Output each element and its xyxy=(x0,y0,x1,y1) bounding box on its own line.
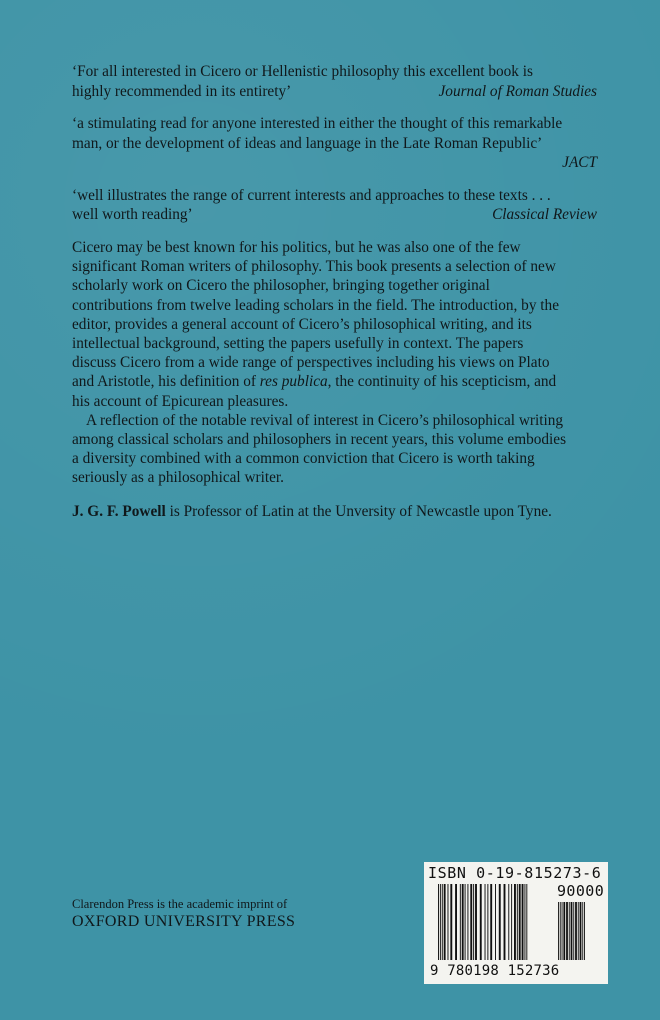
barcode-bar xyxy=(578,902,579,960)
price-code: 90000 xyxy=(557,882,605,900)
barcode-bar xyxy=(514,884,516,960)
book-description xyxy=(72,238,602,521)
quote-2-source: JACT xyxy=(562,154,597,171)
publisher-imprint xyxy=(72,896,372,930)
barcode-bar xyxy=(467,884,468,960)
blurb-line: discuss Cicero from a wide range of perspectives including his views on Plato xyxy=(72,354,550,372)
barcode-bar xyxy=(440,884,441,960)
blurb-line: significant Roman writers of philosophy. This book presents a selection of new xyxy=(72,258,556,276)
review-quotes xyxy=(72,62,597,238)
barcode-bar xyxy=(508,884,509,960)
review-quote-1 xyxy=(72,62,597,101)
barcode-bar xyxy=(522,884,524,960)
barcode-bar xyxy=(558,902,559,960)
barcode-bar xyxy=(582,902,583,960)
isbn-label: ISBN 0-19-815273-6 xyxy=(428,864,602,882)
author-bio xyxy=(72,502,602,521)
review-quote-2 xyxy=(72,114,597,173)
blurb-line: editor, provides a general account of Cicero’s philosophical writing, and its xyxy=(72,315,532,333)
res-publica-italic: res publica xyxy=(259,373,328,391)
blurb-line: his account of Epicurean pleasures. xyxy=(72,392,289,410)
barcode-bar xyxy=(442,884,443,960)
quote-1-source: Journal of Roman Studies xyxy=(438,82,597,100)
barcode-bar xyxy=(580,902,582,960)
barcode-bar xyxy=(448,884,449,960)
barcode-bar xyxy=(487,884,488,960)
blurb-line: scholarly work on Cicero the philosopher, bringing together original xyxy=(72,277,490,295)
quote-2-line-1: ‘a stimulating read for anyone interested in either the thought of this remarkable xyxy=(72,115,563,132)
barcode-bar xyxy=(444,884,446,960)
barcode-bar xyxy=(470,884,472,960)
barcode-bar xyxy=(499,884,501,960)
review-quote-3 xyxy=(72,186,597,225)
blurb-line: a diversity combined with a common conviction that Cicero is worth taking xyxy=(72,450,535,468)
quote-1-line-1: ‘For all interested in Cicero or Hellenistic philosophy this excellent book is xyxy=(72,63,533,80)
blurb-line-post: , the continuity of his scepticism, and xyxy=(327,373,557,391)
barcode-bar xyxy=(526,884,527,960)
imprint-line: Clarendon Press is the academic imprint of xyxy=(72,897,288,911)
barcode-bar xyxy=(569,902,570,960)
barcode-bar xyxy=(584,902,585,960)
barcode-bar xyxy=(495,884,496,960)
author-name: J. G. F. Powell xyxy=(72,502,166,520)
author-bio-text: is Professor of Latin at the Unversity of Newcastle upon Tyne. xyxy=(165,502,552,520)
publisher-name: OXFORD UNIVERSITY PRESS xyxy=(72,913,296,930)
barcode-bar xyxy=(573,902,574,960)
barcode-bar xyxy=(571,902,573,960)
isbn-barcode xyxy=(424,862,608,984)
quote-3-line-2 xyxy=(72,205,597,225)
barcode-bar xyxy=(455,884,457,960)
barcode-bar xyxy=(562,902,563,960)
barcode-bar xyxy=(475,884,477,960)
quote-3-line-1: ‘well illustrates the range of current interests and approaches to these texts . . . xyxy=(72,186,551,204)
quote-1-line-2-text: highly recommended in its entirety’ xyxy=(72,82,292,100)
barcode-bar xyxy=(511,884,512,960)
quote-3-source: Classical Review xyxy=(492,206,597,223)
blurb-line: Cicero may be best known for his politics, but he was also one of the few xyxy=(72,239,521,256)
ean-bars xyxy=(438,884,527,960)
barcode-bar xyxy=(490,884,492,960)
barcode-bar xyxy=(504,884,506,960)
blurb-line: contributions from twelve leading scholars in the field. The introduction, by the xyxy=(72,296,559,314)
barcode-bar xyxy=(450,884,452,960)
addon-bars xyxy=(558,902,585,960)
barcode-bar xyxy=(462,884,464,960)
barcode-bar xyxy=(465,884,466,960)
blurb-line: seriously as a philosophical writer. xyxy=(72,469,284,487)
barcode-bar xyxy=(575,902,577,960)
barcode-bar xyxy=(524,884,525,960)
barcode-bar xyxy=(460,884,461,960)
blurb-line: intellectual background, setting the papers usefully in context. The papers xyxy=(72,335,524,353)
barcode-bar xyxy=(485,884,486,960)
quote-3-line-2-text: well worth reading’ xyxy=(72,206,193,223)
barcode-bar xyxy=(563,902,565,960)
quote-2-line-2: man, or the development of ideas and language in the Late Roman Republic’ xyxy=(72,134,543,152)
barcode-bar xyxy=(438,884,439,960)
barcode-bar xyxy=(519,884,521,960)
blurb-line-pre: and Aristotle, his definition of xyxy=(72,373,260,391)
barcode-bar xyxy=(480,884,482,960)
ean-digits: 9 780198 152736 xyxy=(430,963,560,979)
barcode-bar xyxy=(566,902,568,960)
blurb-line: A reflection of the notable revival of interest in Cicero’s philosophical writing xyxy=(86,411,564,429)
barcode-bar xyxy=(560,902,561,960)
barcode-bar xyxy=(473,884,474,960)
blurb-line: among classical scholars and philosophers in recent years, this volume embodies xyxy=(72,431,567,449)
quote-1-line-2 xyxy=(72,82,597,102)
blurb-line-res-publica xyxy=(72,372,602,391)
barcode-bar xyxy=(517,884,518,960)
